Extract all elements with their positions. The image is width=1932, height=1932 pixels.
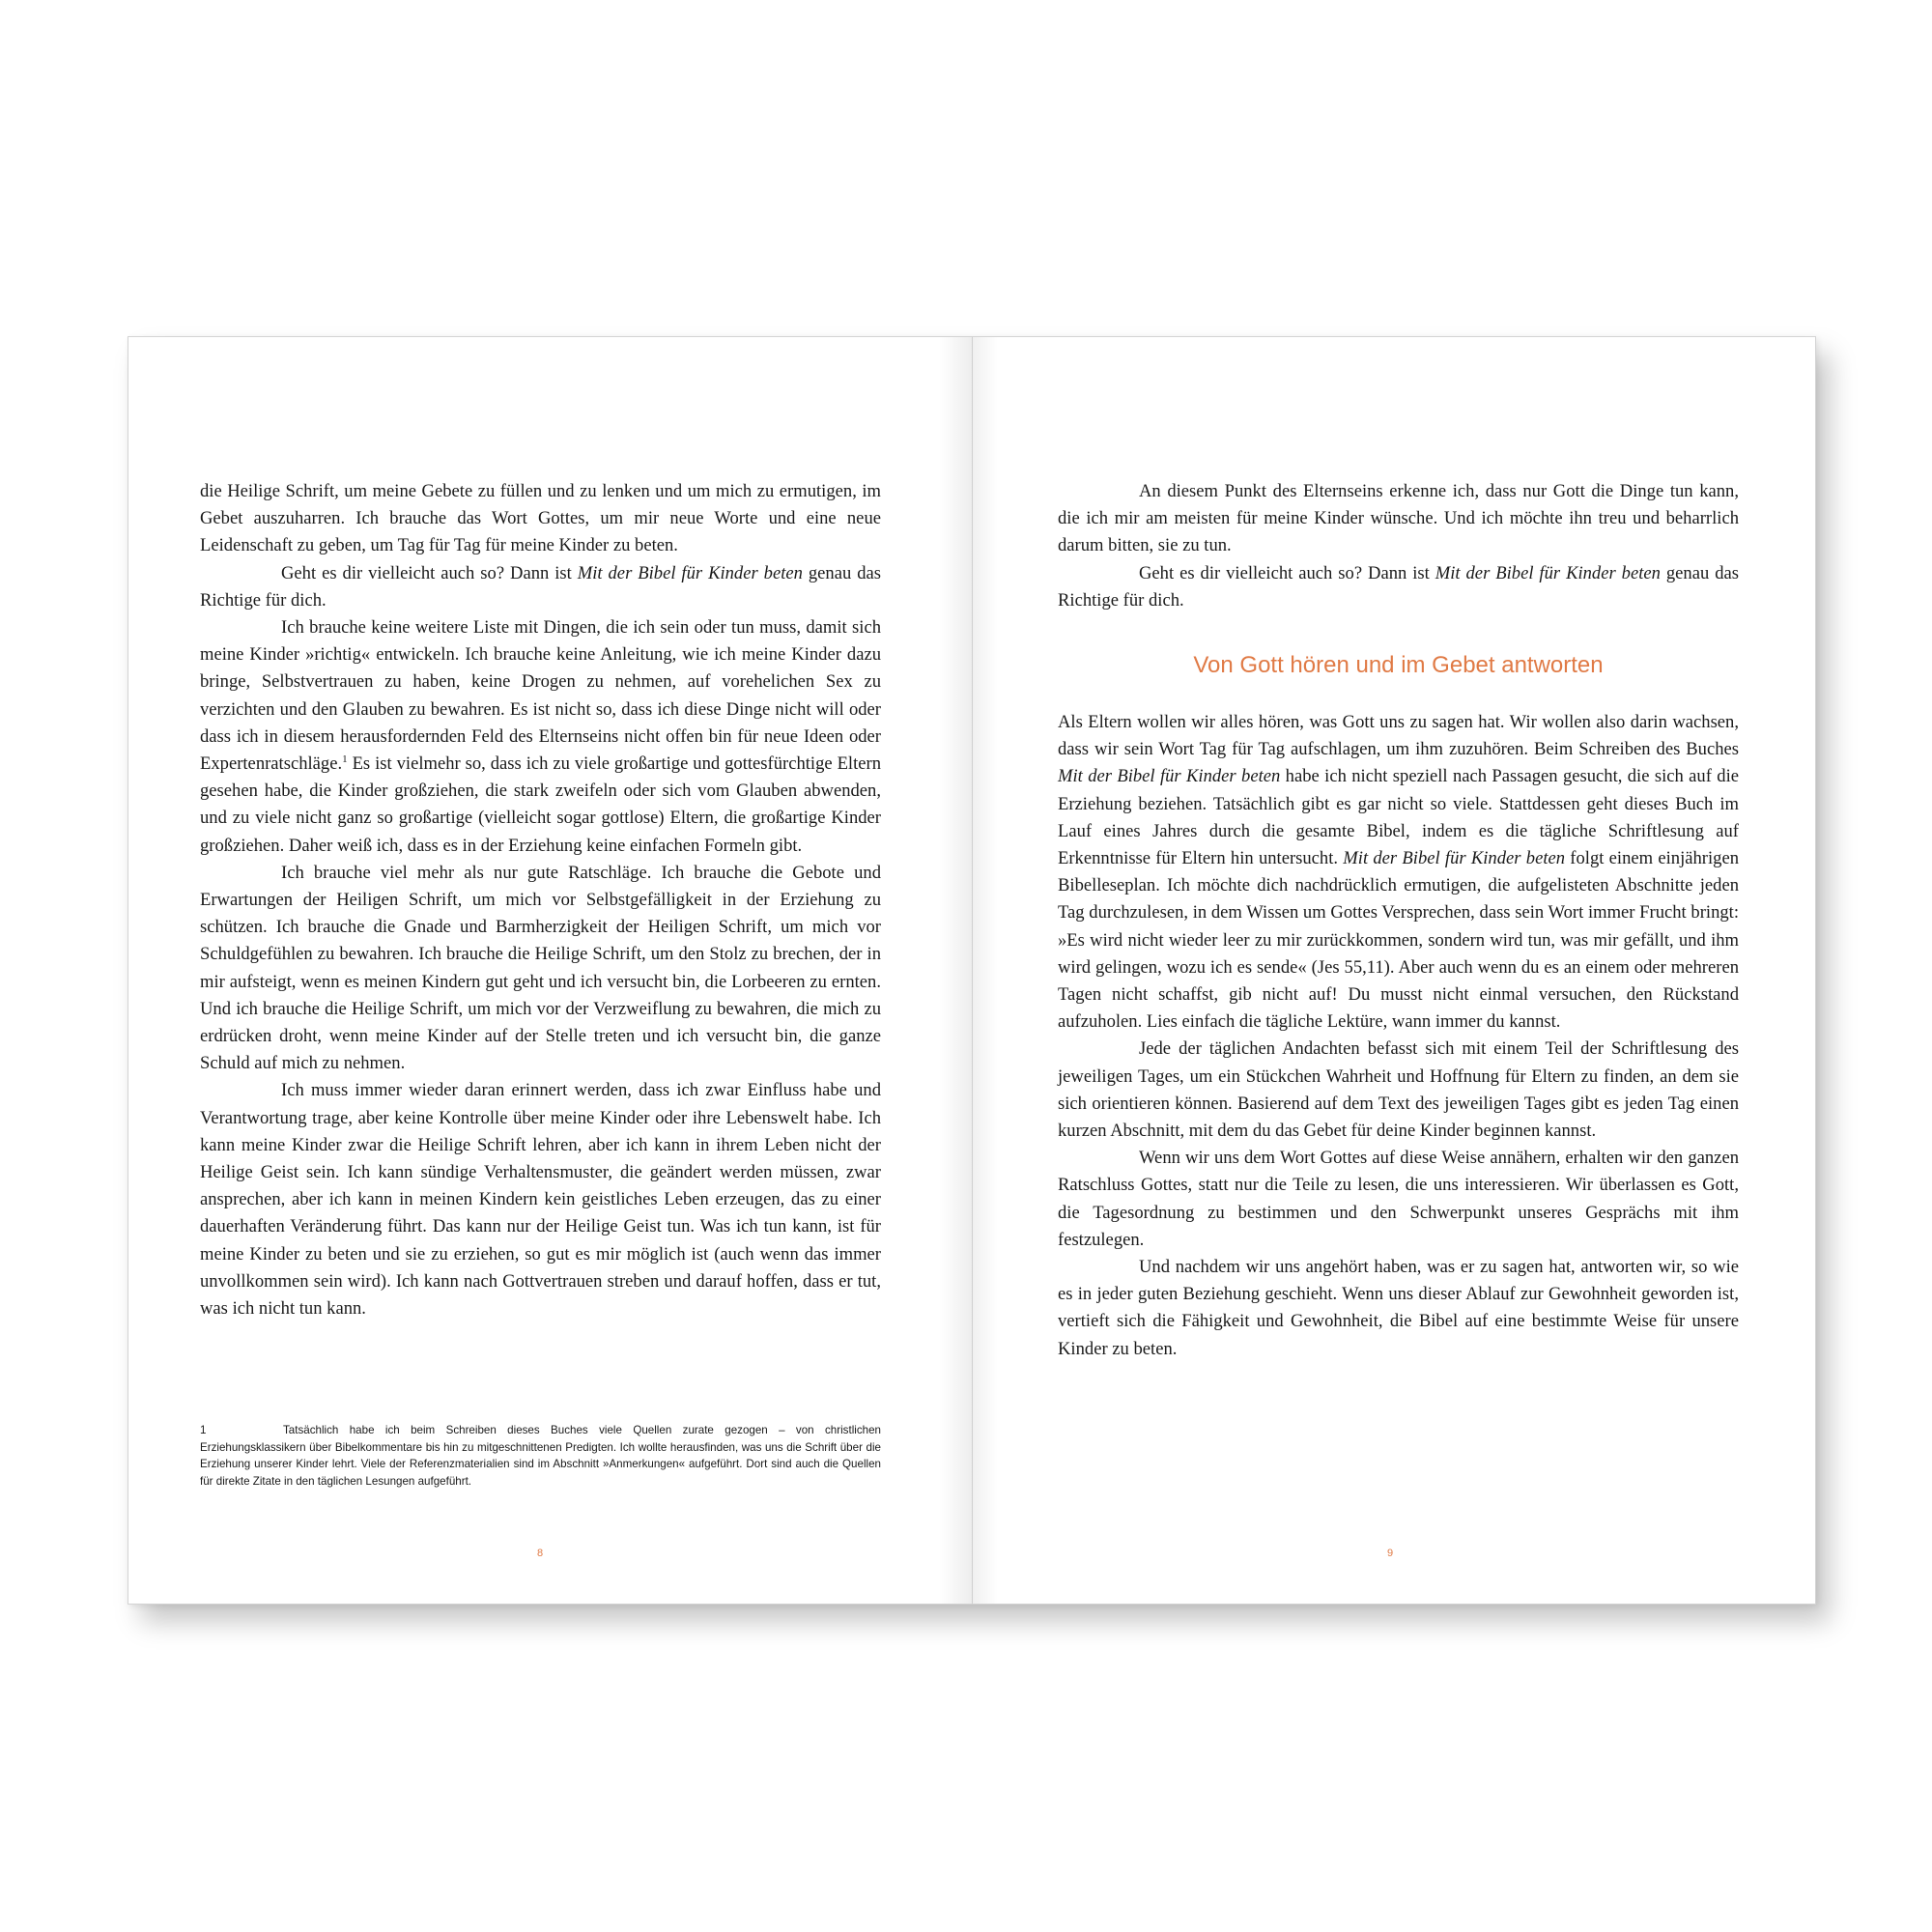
text-run: Und nachdem wir uns angehört haben, was er zu sagen hat, antworten wir, so wie es in jeder guten Beziehung geschieht. Wenn uns dieser Ablauf zur Gewohnheit geworden ist, vertieft sich die Fähigkeit und Gewohnheit, die Bibel auf eine bestimmte Weise für unsere Kinder zu beten. <box>1058 1257 1739 1359</box>
text-run: habe ich nicht speziell nach Passagen gesucht, die sich auf die Erziehung beziehen. Tatsächlich gibt es gar nicht so viele. Stattdessen geht dieses Buch im Lauf eines Jahres durch die gesamte Bibel, indem es die tägliche Schriftlesung auf Erkenntnisse für Eltern hin untersucht. <box>1058 766 1739 869</box>
text-run: An diesem Punkt des Elternseins erkenne ich, dass nur Gott die Dinge tun kann, die ich mir am meisten für meine Kinder wünsche. Und ich möchte ihn treu und beharrlich darum bitten, sie zu tun. <box>1058 481 1739 556</box>
right-page <box>972 336 1816 1605</box>
paragraph <box>1058 478 1739 560</box>
paragraph <box>1058 1145 1739 1254</box>
gutter-shadow <box>973 337 998 1604</box>
text-run: Jede der täglichen Andachten befasst sich mit einem Teil der Schriftlesung des jeweiligen Tages, um ein Stückchen Wahrheit und Hoffnung für Eltern zu finden, an dem sie sich orientieren können. Basierend auf dem Text des jeweiligen Tages gibt es jeden Tag einen kurzen Abschnitt, mit dem du das Gebet für deine Kinder beginnen kannst. <box>1058 1038 1739 1142</box>
page-number-right: 9 <box>1386 1548 1394 1559</box>
text-run: Ich brauche viel mehr als nur gute Ratschläge. Ich brauche die Gebote und Erwartungen der Heiligen Schrift, um mich vor Selbstgefälligkeit in der Erziehung zu schützen. Ich brauche die Gnade und Barmherzigkeit der Heiligen Schrift, um mich vor Schuldgefühlen zu bewahren. Ich brauche die Heilige Schrift, um den Stolz zu brechen, der in mir aufsteigt, wenn es meinen Kindern gut geht und ich versucht bin, die Lorbeeren zu ernten. Und ich brauche die Heilige Schrift, um mich vor der Verzweiflung zu bewahren, die mich zu erdrücken droht, wenn meine Kinder auf der Stelle treten und ich versucht bin, die ganze Schuld auf mich zu nehmen. <box>200 862 881 1074</box>
text-run: die Heilige Schrift, um meine Gebete zu füllen und zu lenken und um mich zu ermutigen, im Gebet auszuharren. Ich brauche das Wort Gottes, um mir neue Worte und eine neue Leidenschaft zu geben, um Tag für Tag für meine Kinder zu beten. <box>200 481 881 556</box>
paragraph <box>200 614 881 860</box>
text-run: Wenn wir uns dem Wort Gottes auf diese Weise annähern, erhalten wir den ganzen Ratschluss Gottes, statt nur die Teile zu lesen, die uns interessieren. Wir überlassen es Gott, die Tagesordnung zu bestimmen und den Schwerpunkt unseres Gesprächs mit ihm festzulegen. <box>1058 1148 1739 1250</box>
text-run: genau das Richtige für dich. <box>200 562 882 611</box>
book-spread <box>128 336 1816 1605</box>
paragraph <box>1058 560 1739 614</box>
text-run: Als Eltern wollen wir alles hören, was Gott uns zu sagen hat. Wir wollen also darin wachsen, dass wir sein Wort Tag für Tag aufschlagen, um ihm zuzuhören. Beim Schreiben des Buches <box>1058 712 1739 760</box>
paragraph <box>1058 1036 1739 1145</box>
gutter-shadow <box>939 337 972 1604</box>
paragraph <box>200 478 881 560</box>
paragraph <box>200 1077 881 1322</box>
section-heading: Von Gott hören und im Gebet antworten <box>1193 652 1604 679</box>
left-page <box>128 336 972 1605</box>
book-title: Mit der Bibel für Kinder beten <box>577 562 803 583</box>
right-paragraphs-after <box>1058 709 1739 1363</box>
text-run: Geht es dir vielleicht auch so? Dann ist <box>281 562 578 583</box>
footnote-number: 1 <box>200 1424 207 1436</box>
book-title: Mit der Bibel für Kinder beten <box>1058 766 1281 787</box>
footnote-reference: 1 <box>342 753 348 765</box>
paragraph <box>1058 1254 1739 1363</box>
book-title: Mit der Bibel für Kinder beten <box>1435 562 1661 583</box>
text-run: folgt einem einjährigen Bibelleseplan. Ich möchte dich nachdrücklich ermutigen, die aufgelisteten Abschnitte jeden Tag durchzulesen, in dem Wissen um Gottes Versprechen, dass sein Wort immer Frucht bringt: »Es wird nicht wieder leer zu mir zurückkommen, sondern wird tun, was mir gefällt, und ihm wird gelingen, wozu ich es sende« (Jes 55,11). Aber auch wenn du es an einem oder mehreren Tagen nicht schaffst, gib nicht auf! Du musst nicht einmal versuchen, den Rückstand aufzuholen. Lies einfach die tägliche Lektüre, wann immer du kannst. <box>1058 848 1739 1033</box>
right-body-text <box>1058 478 1739 1363</box>
paragraph <box>200 860 881 1078</box>
left-body-text <box>200 478 881 1322</box>
text-run: Ich muss immer wieder daran erinnert werden, dass ich zwar Einfluss habe und Verantwortung trage, aber keine Kontrolle über meine Kinder oder ihre Lebenswelt habe. Ich kann meine Kinder zwar die Heilige Schrift lehren, aber ich kann in ihrem Leben nicht der Heilige Geist sein. Ich kann sündige Verhaltensmuster, die geändert werden müssen, zwar ansprechen, aber ich kann in meinen Kindern kein geistliches Leben erzeugen, das zu einer dauerhaften Veränderung führt. Das kann nur der Heilige Geist tun. Was ich tun kann, ist für meine Kinder zu beten und sie zu erziehen, so gut es mir möglich ist (auch wenn das immer unvollkommen sein wird). Ich kann nach Gottvertrauen streben und darauf hoffen, dass er tut, was ich nicht tun kann. <box>200 1080 881 1320</box>
paragraph <box>1058 709 1739 1036</box>
text-run: Es ist vielmehr so, dass ich zu viele großartige und gottesfürchtige Eltern gesehen habe, die Kinder großziehen, die stark zweifeln oder sich vom Glauben abwenden, und zu viele nicht ganz so großartige (vielleicht sogar gottlose) Eltern, die großartige Kinder großziehen. Daher weiß ich, dass es in der Erziehung keine einfachen Formeln gibt. <box>200 753 881 856</box>
footnote-text: Tatsächlich habe ich beim Schreiben dieses Buches viele Quellen zurate gezogen – von christlichen Erziehungsklassikern über Bibelkommentare bis hin zu mitgeschnittenen Predigten. Ich wollte herausfinden, was uns die Schrift über die Erziehung unserer Kinder lehrt. Viele der Referenzmaterialien sind im Abschnitt »Anmerkungen« aufgeführt. Dort sind auch die Quellen für direkte Zitate in den täglichen Lesungen aufgeführt. <box>200 1424 881 1488</box>
footnote <box>200 1422 881 1490</box>
page-number-left: 8 <box>536 1548 544 1559</box>
text-run: Ich brauche keine weitere Liste mit Dingen, die ich sein oder tun muss, damit sich meine Kinder »richtig« entwickeln. Ich brauche keine Anleitung, wie ich meine Kinder dazu bringe, Selbstvertrauen zu haben, keine Drogen zu nehmen, auf vorehelichen Sex zu verzichten und den Glauben zu bewahren. Es ist nicht so, dass ich diese Dinge nicht will oder dass ich in diesem herausfordernden Feld des Elternseins nicht offen bin für neue Ideen oder Expertenratschläge. <box>200 617 881 775</box>
right-paragraphs-before <box>1058 478 1739 614</box>
text-run: Geht es dir vielleicht auch so? Dann ist <box>1139 562 1435 583</box>
paragraph <box>200 560 881 614</box>
text-run: genau das Richtige für dich. <box>1058 562 1740 611</box>
book-title: Mit der Bibel für Kinder beten <box>1343 848 1566 869</box>
